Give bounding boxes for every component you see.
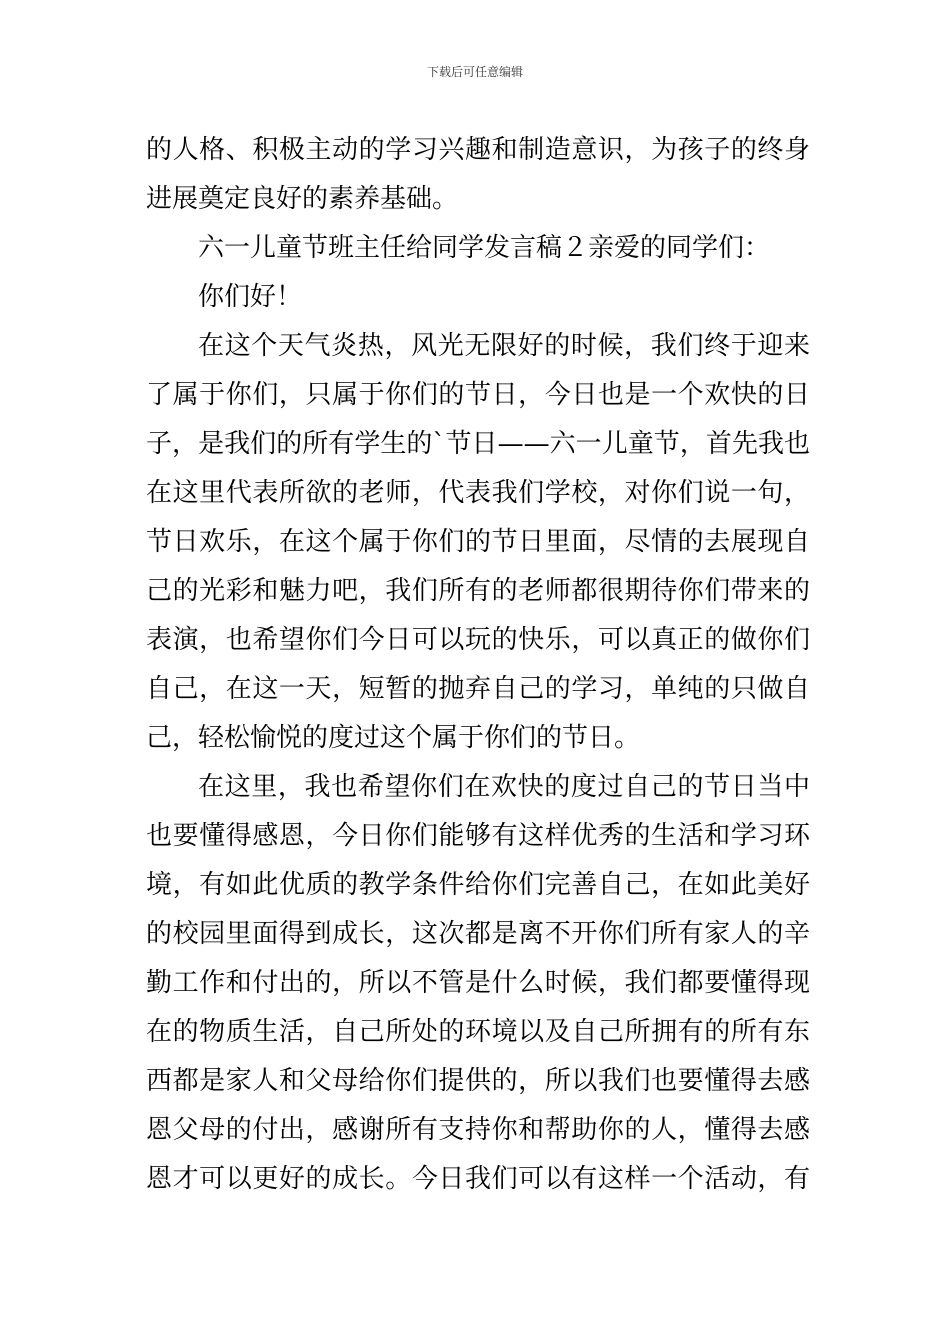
text-line: 在这里，我也希望你们在欢快的度过自己的节日当中 bbox=[198, 772, 810, 802]
text-line: 恩父母的付出，感谢所有支持你和帮助你的人，懂得去感 bbox=[146, 1115, 810, 1145]
text-line: 进展奠定良好的素养基础。 bbox=[146, 184, 459, 214]
text-line: 境，有如此优质的教学条件给你们完善自己，在如此美好 bbox=[146, 870, 810, 900]
text-line: 的人格、积极主动的学习兴趣和制造意识，为孩子的终身 bbox=[146, 135, 810, 165]
text-line: 西都是家人和父母给你们提供的，所以我们也要懂得去感 bbox=[146, 1066, 810, 1096]
text-line: 己，轻松愉悦的度过这个属于你们的节日。 bbox=[146, 723, 641, 753]
text-line: 在这里代表所欲的老师，代表我们学校，对你们说一句， bbox=[146, 478, 810, 508]
text-line: 的校园里面得到成长，这次都是离不开你们所有家人的辛 bbox=[146, 919, 810, 949]
paragraph-1 bbox=[146, 126, 810, 224]
page-header-note: 下载后可任意编辑 bbox=[426, 65, 523, 79]
text-line: 己的光彩和魅力吧，我们所有的老师都很期待你们带来的 bbox=[146, 576, 810, 606]
text-line: 你们好！ bbox=[198, 282, 303, 312]
text-line: 在这个天气炎热，风光无限好的时候，我们终于迎来 bbox=[198, 331, 810, 361]
text-line: 勤工作和付出的，所以不管是什么时候，我们都要懂得现 bbox=[146, 968, 810, 998]
text-line: 恩才可以更好的成长。今日我们可以有这样一个活动，有 bbox=[146, 1164, 810, 1194]
text-line: 了属于你们，只属于你们的节日，今日也是一个欢快的日 bbox=[146, 380, 810, 410]
document-body bbox=[146, 126, 810, 1204]
text-line: 六一儿童节班主任给同学发言稿２亲爱的同学们： bbox=[198, 233, 771, 263]
paragraph-2-heading bbox=[146, 224, 810, 273]
text-line: 表演，也希望你们今日可以玩的快乐，可以真正的做你们 bbox=[146, 625, 810, 655]
text-line: 自己，在这一天，短暂的抛弃自己的学习，单纯的只做自 bbox=[146, 674, 810, 704]
paragraph-4 bbox=[146, 322, 810, 763]
text-line: 也要懂得感恩，今日你们能够有这样优秀的生活和学习环 bbox=[146, 821, 810, 851]
text-line: 子，是我们的所有学生的`节日——六一儿童节，首先我也 bbox=[146, 429, 810, 459]
paragraph-5 bbox=[146, 763, 810, 1204]
text-line: 节日欢乐，在这个属于你们的节日里面，尽情的去展现自 bbox=[146, 527, 810, 557]
text-line: 在的物质生活，自己所处的环境以及自己所拥有的所有东 bbox=[146, 1017, 810, 1047]
paragraph-3-greeting bbox=[146, 273, 810, 322]
